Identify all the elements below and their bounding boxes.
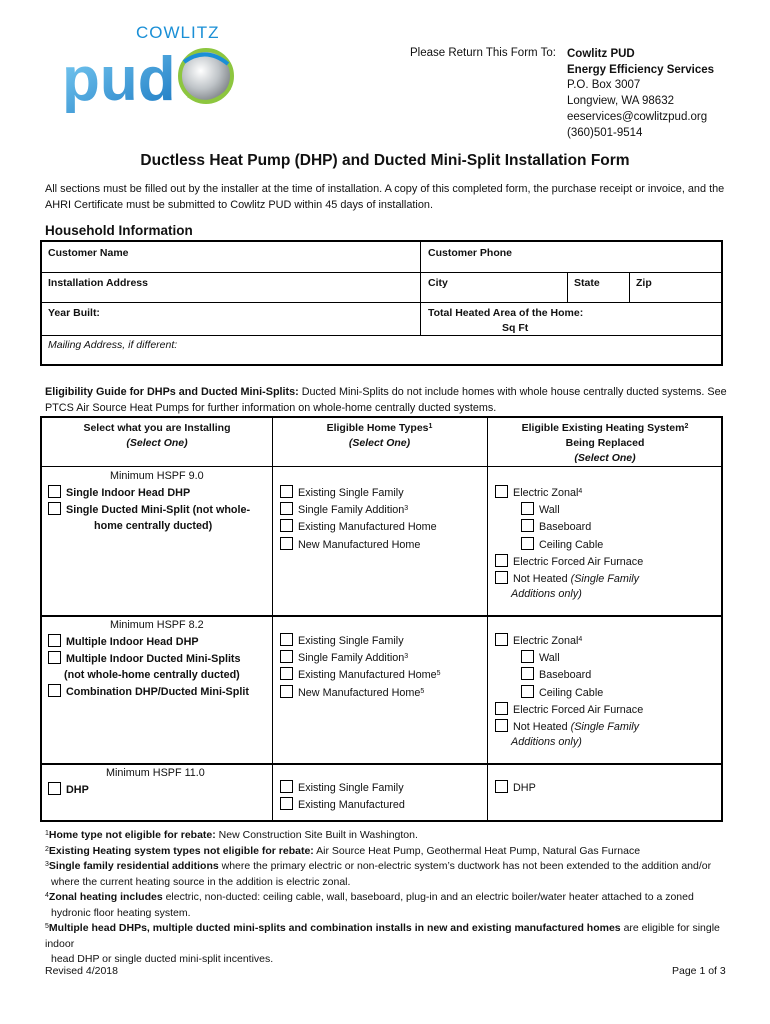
- revised-date: Revised 4/2018: [45, 965, 118, 977]
- home-type-option[interactable]: [280, 797, 405, 814]
- heating-label: Electric Forced Air Furnace: [513, 555, 644, 568]
- home-type-label: Existing Manufactured Home: [298, 669, 437, 682]
- checkbox[interactable]: [495, 485, 508, 498]
- heating-option[interactable]: [495, 502, 643, 519]
- footnote-bold: Existing Heating system types not eligible for rebate:: [48, 844, 314, 857]
- mailing-address-block: [567, 47, 714, 141]
- col-install-title: Select what you are Installing: [83, 422, 231, 434]
- home-types-row-1: [280, 485, 437, 554]
- checkbox[interactable]: [280, 780, 293, 793]
- sq-ft-label: Sq Ft: [502, 322, 529, 334]
- heating-option[interactable]: [495, 702, 643, 719]
- home-type-option[interactable]: [280, 667, 441, 684]
- row-hspf-11: [42, 765, 272, 799]
- home-type-label: Single Family Addition: [298, 504, 405, 517]
- checkbox[interactable]: [280, 485, 293, 498]
- checkbox[interactable]: [495, 571, 508, 584]
- household-heading: Household Information: [45, 223, 193, 238]
- home-type-label: Existing Single Family: [298, 487, 404, 499]
- footnote-text: are eligible for single indoor: [45, 922, 720, 950]
- footnote-ref: 5: [420, 687, 425, 695]
- eligibility-guide-text: Ducted Mini-Splits do not include homes with whole house centrally ducted systems. See PTCS Air Source Heat Pumps for further information on whole-home centrally ducted systems.: [45, 386, 727, 414]
- home-type-option[interactable]: [280, 780, 405, 797]
- eligibility-table: [40, 416, 723, 822]
- heating-system-row-1: [495, 485, 643, 603]
- checkbox[interactable]: [280, 797, 293, 810]
- footnote-text: where the primary electric or non-electric system’s ductwork has not been extended to the addition and/or: [218, 860, 712, 872]
- form-title: Ductless Heat Pump (DHP) and Ducted Mini-Split Installation Form: [140, 152, 630, 169]
- checkbox[interactable]: [280, 519, 293, 532]
- heating-label: Not Heated: [513, 721, 568, 734]
- home-types-row-2: [280, 633, 441, 702]
- footnote: [45, 844, 735, 860]
- eligibility-guide-bold: Eligibility Guide for DHPs and Ducted Mini-Splits:: [45, 386, 299, 398]
- heating-option[interactable]: [495, 667, 643, 684]
- row-hspf-9: [42, 468, 272, 535]
- heating-label: Not Heated: [513, 573, 568, 586]
- cowlitz-pud-logo: [60, 18, 236, 136]
- heating-system-row-2: [495, 633, 643, 751]
- checkbox[interactable]: [48, 502, 61, 515]
- year-built-field[interactable]: Year Built:: [48, 307, 100, 319]
- col-install-header: [42, 421, 272, 451]
- checkbox[interactable]: [280, 633, 293, 646]
- col-heating-header: [487, 421, 723, 466]
- footnotes: [45, 828, 735, 968]
- heated-area-field[interactable]: Total Heated Area of the Home:: [428, 307, 584, 319]
- home-type-option[interactable]: [280, 502, 437, 519]
- customer-phone-field[interactable]: Customer Phone: [428, 247, 513, 259]
- home-type-label: New Manufactured Home: [298, 686, 421, 699]
- install-option[interactable]: [42, 782, 272, 799]
- customer-name-field[interactable]: Customer Name: [48, 247, 129, 259]
- footnote-ref: 4: [578, 488, 583, 495]
- heating-option[interactable]: [495, 485, 643, 502]
- footnote-number: 2: [45, 845, 49, 853]
- heating-note-cont: Additions only): [511, 736, 582, 749]
- state-field[interactable]: State: [574, 277, 600, 289]
- address-line: Cowlitz PUD: [567, 48, 635, 60]
- footnote-bold: Zonal heating includes: [48, 891, 163, 903]
- heating-label: Wall: [539, 652, 560, 665]
- checkbox[interactable]: [48, 651, 61, 664]
- checkbox[interactable]: [521, 650, 534, 663]
- address-line: P.O. Box 3007: [567, 79, 641, 92]
- home-type-option[interactable]: [280, 633, 441, 650]
- home-type-label: Existing Manufactured Home: [298, 521, 437, 534]
- install-option-label: DHP: [66, 784, 89, 797]
- heating-note: (Single Family: [570, 721, 640, 734]
- footnote: [45, 828, 735, 844]
- intro-paragraph: All sections must be filled out by the installer at the time of installation. A copy of this completed form, the purchase receipt or invoice, and the AHRI Certificate must be submitted to Cowlitz PUD within 45 days of installation.: [45, 183, 725, 211]
- select-one-label: (Select One): [126, 437, 188, 449]
- min-hspf-label: Minimum HSPF 9.0: [110, 470, 204, 482]
- checkbox[interactable]: [495, 554, 508, 567]
- home-type-label: New Manufactured Home: [298, 538, 421, 551]
- checkbox[interactable]: [521, 667, 534, 680]
- install-option[interactable]: [42, 684, 272, 701]
- install-option-label: Multiple Indoor Head DHP: [66, 636, 199, 649]
- heating-label: Electric Zonal: [513, 487, 579, 499]
- heating-label: Electric Forced Air Furnace: [513, 703, 644, 716]
- footnote-bold: Single family residential additions: [48, 860, 219, 872]
- home-type-label: Single Family Addition: [298, 652, 405, 665]
- checkbox[interactable]: [280, 685, 293, 698]
- footnote-cont: head DHP or single ducted mini-split incentives.: [51, 953, 274, 965]
- install-option-label: Single Indoor Head DHP: [66, 487, 191, 500]
- eligibility-guide: [45, 385, 735, 416]
- footnote-ref: 4: [578, 636, 583, 643]
- heating-label: Ceiling Cable: [539, 686, 604, 699]
- footnote-text: Air Source Heat Pump, Geothermal Heat Pump, Natural Gas Furnace: [313, 844, 641, 857]
- home-type-label: Existing Single Family: [298, 782, 404, 794]
- checkbox[interactable]: [48, 684, 61, 697]
- footnote-number: 3: [45, 861, 49, 868]
- footnote-number: 1: [45, 830, 49, 837]
- footnote-number: 5: [45, 923, 49, 930]
- heating-option[interactable]: [495, 519, 643, 536]
- heating-label: DHP: [513, 782, 536, 794]
- checkbox[interactable]: [280, 502, 293, 515]
- footnote-text: electric, non-ducted: ceiling cable, wall, baseboard, plug-in and an electric boiler/water heater attached to a zoned: [162, 891, 694, 903]
- footnote-ref: 3: [404, 653, 409, 661]
- home-type-option[interactable]: [280, 537, 437, 554]
- footnote-number: 4: [45, 892, 49, 899]
- home-type-option[interactable]: [280, 519, 437, 536]
- footnote-ref: 1: [428, 423, 433, 430]
- home-type-option[interactable]: [280, 650, 441, 667]
- checkbox[interactable]: [521, 502, 534, 515]
- heating-option[interactable]: [495, 650, 643, 667]
- return-label: Please Return This Form To:: [410, 47, 556, 59]
- install-option-label: Single Ducted Mini-Split (not whole-: [66, 504, 251, 517]
- home-type-label: Existing Single Family: [298, 635, 404, 647]
- footnote-bold: Home type not eligible for rebate:: [48, 829, 216, 841]
- checkbox[interactable]: [521, 537, 534, 550]
- checkbox[interactable]: [495, 633, 508, 646]
- heating-label: Baseboard: [539, 521, 592, 534]
- checkbox[interactable]: [521, 685, 534, 698]
- install-option-label: Multiple Indoor Ducted Mini-Splits: [66, 653, 241, 666]
- footnote-cont: hydronic floor heating system.: [51, 906, 191, 919]
- phone-number: (360)501-9514: [567, 126, 643, 139]
- min-hspf-label: Minimum HSPF 8.2: [110, 619, 204, 631]
- checkbox[interactable]: [495, 780, 508, 793]
- household-table: [40, 240, 723, 366]
- home-type-option[interactable]: [280, 485, 437, 502]
- mailing-address-field[interactable]: Mailing Address, if different:: [48, 339, 178, 351]
- footnote: [45, 859, 735, 875]
- checkbox[interactable]: [280, 537, 293, 550]
- checkbox[interactable]: [48, 782, 61, 795]
- footnote-ref: 5: [436, 670, 441, 678]
- install-option-label-cont: home centrally ducted): [94, 519, 213, 532]
- col-heating-title-2: Being Replaced: [565, 437, 645, 449]
- min-hspf-label: Minimum HSPF 11.0: [106, 767, 205, 779]
- home-type-option[interactable]: [280, 685, 441, 702]
- logo-brand-main: pud: [62, 45, 176, 114]
- heating-note: (Single Family: [570, 573, 640, 586]
- heating-option[interactable]: [495, 780, 536, 797]
- heating-system-row-3: [495, 780, 536, 797]
- checkbox[interactable]: [280, 650, 293, 663]
- page-number: Page 1 of 3: [672, 965, 726, 977]
- installation-address-field[interactable]: Installation Address: [48, 277, 148, 289]
- heating-note-cont: Additions only): [511, 588, 582, 601]
- col-home-types-header: [272, 421, 487, 451]
- city-field[interactable]: City: [428, 277, 448, 289]
- email-link[interactable]: eeservices@cowlitzpud.org: [567, 110, 708, 123]
- row-hspf-8-2: [42, 617, 272, 701]
- footnote-ref: 2: [684, 423, 689, 430]
- heating-option[interactable]: [495, 554, 643, 571]
- address-line: Energy Efficiency Services: [567, 63, 715, 76]
- heating-option[interactable]: [495, 633, 643, 650]
- install-option[interactable]: [42, 634, 272, 651]
- footnote: [45, 921, 735, 952]
- home-types-row-3: [280, 780, 405, 814]
- col-heating-title: Eligible Existing Heating System: [521, 422, 685, 434]
- footnote-ref: 3: [404, 505, 409, 513]
- select-one-label: (Select One): [348, 437, 411, 449]
- select-one-label: (Select One): [574, 452, 636, 464]
- install-option[interactable]: [42, 485, 272, 502]
- logo-brand-top: COWLITZ: [136, 23, 220, 42]
- footnote-text: New Construction Site Built in Washington.: [215, 829, 418, 841]
- checkbox[interactable]: [495, 719, 508, 732]
- footnote: [45, 890, 735, 906]
- checkbox[interactable]: [495, 702, 508, 715]
- zip-field[interactable]: Zip: [636, 277, 652, 289]
- checkbox[interactable]: [48, 485, 61, 498]
- heating-option[interactable]: [495, 537, 643, 554]
- heating-label: Electric Zonal: [513, 635, 579, 647]
- heating-label: Ceiling Cable: [539, 538, 604, 551]
- install-option-label-cont: (not whole-home centrally ducted): [64, 668, 240, 681]
- checkbox[interactable]: [48, 634, 61, 647]
- heating-label: Wall: [539, 504, 560, 517]
- address-line: Longview, WA 98632: [567, 95, 674, 108]
- checkbox[interactable]: [280, 667, 293, 680]
- heating-option[interactable]: [495, 685, 643, 702]
- footnote-bold: Multiple head DHPs, multiple ducted mini-splits and combination installs in new and existing manufactured homes: [48, 922, 621, 934]
- footnote-cont: where the current heating source in the addition is electric zonal.: [51, 875, 351, 888]
- checkbox[interactable]: [521, 519, 534, 532]
- install-option-label: Combination DHP/Ducted Mini-Split: [66, 685, 249, 698]
- col-home-types-title: Eligible Home Types: [326, 422, 429, 434]
- heating-label: Baseboard: [539, 669, 592, 682]
- home-type-label: Existing Manufactured: [298, 799, 405, 812]
